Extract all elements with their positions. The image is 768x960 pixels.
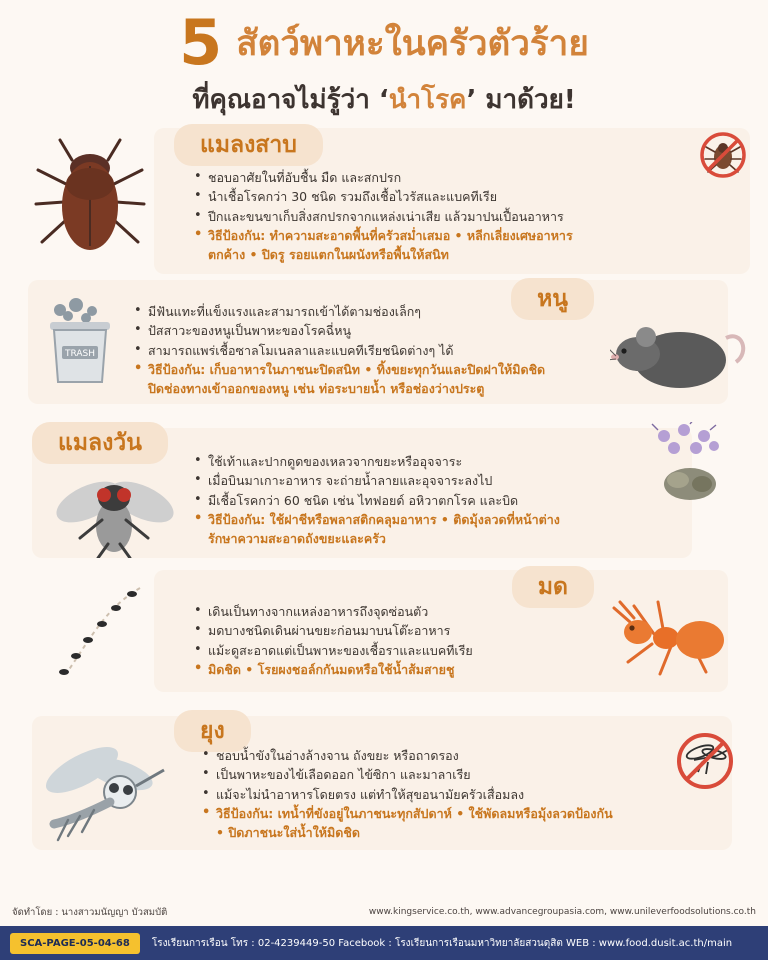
bullet-item: • สามารถแพร่เชื้อซาลโมเนลลาและแบคทีเรียชนิดต่างๆ ได้ [132,341,672,360]
page-header [0,0,768,124]
footer-bar [0,926,768,960]
bullet-item: • เดินเป็นทางจากแหล่งอาหารถึงจุดซ่อนตัว [192,602,622,621]
bullet-item-prevention-cont: รักษาความสะอาดถังขยะและครัว [208,531,386,547]
bullet-list-mosquito [200,746,670,843]
bullet-list-fly [192,452,692,549]
cockroach-icon [30,134,150,264]
no-mosquito-sign [674,730,736,796]
trash-can-icon [32,296,128,388]
bullet-item: • แม้ะดูสะอาดแต่เป็นพาหะของเชื้อราและแบคทีเรีย [192,641,622,660]
section-mosquito [14,710,754,850]
section-label-rat: หนู [511,278,594,320]
section-label-cockroach: แมลงสาบ [174,124,323,166]
title-row [0,6,768,79]
bullet-item-prevention-cont: • ปิดภาชนะใส่น้ำให้มิดชิด [216,825,360,841]
bullet-list-ant [192,602,622,680]
section-cockroach [14,124,754,274]
section-label-mosquito: ยุง [174,710,251,752]
bullet-item-prevention: • วิธีป้องกัน: เก็บอาหารในภาชนะปิดสนิท • ทิ้งขยะทุกวันและปิดฝาให้มิดชิด [132,360,672,379]
author-text: จัดทำโดย : นางสาวมนัญญา บัวสมบัติ [12,906,168,918]
bullet-item: • ปัสสาวะของหนูเป็นพาหะของโรคฉี่หนู [132,321,672,340]
section-fly [14,422,754,562]
mosquito-icon [24,740,174,850]
ant-icon [594,588,744,688]
footer-code-badge: SCA-PAGE-05-04-68 [10,933,140,954]
section-rat [14,278,754,418]
fly-icon [54,468,174,558]
bullet-item-prevention: • วิธีป้องกัน: ใช้ฝาชีหรือพลาสติกคลุมอาหาร • ติดมุ้งลวดที่หน้าต่าง [192,510,692,529]
bullet-item: • ชอบอาศัยในที่อับชื้น มืด และสกปรก [192,168,712,187]
subtitle-pre: ที่คุณอาจไม่รู้ว่า ‘ [192,84,389,115]
bullet-item: • แม้จะไม่นำอาหารโดยตรง แต่ทำให้สุขอนามัยครัวเสื่อมลง [200,785,670,804]
bullet-item: • นำเชื้อโรคกว่า 30 ชนิด รวมถึงเชื้อไวรัสและแบคทีเรีย [192,187,712,206]
bullet-item-prevention: • วิธีป้องกัน: ทำความสะอาดพื้นที่ครัวสม่ำเสมอ • หลีกเลี่ยงเศษอาหาร [192,226,712,245]
footer-contact-text: โรงเรียนการเรือน โทร : 02-4239449-50 Facebook : โรงเรียนการเรือนมหาวิทยาลัยสวนดุสิต WEB : www.food.dusit.ac.th/main [151,937,733,949]
bullet-list-cockroach [192,168,712,265]
ant-trail-icon [36,582,156,682]
no-cockroach-sign [698,130,748,180]
subtitle-post: ’ มาด้วย! [466,84,576,115]
bullet-item: • มดบางชนิดเดินผ่านขยะก่อนมาบนโต๊ะอาหาร [192,621,622,640]
bullet-item: • มีเชื้อโรคกว่า 60 ชนิด เช่น ไทฟอยด์ อหิวาตกโรค และบิด [192,491,692,510]
bullet-item: • ใช้เท้าและปากดูดของเหลวจากขยะหรืออุจจาระ [192,452,692,471]
subtitle-highlight: นำโรค [388,84,467,115]
bullet-item-prevention-cont: ตกค้าง • ปิดรู รอยแตกในผนังหรือพื้นให้สนิท [208,247,449,263]
sources-text: www.kingservice.co.th, www.advancegroupasia.com, www.unileverfoodsolutions.co.th [368,907,756,917]
section-label-fly: แมลงวัน [32,422,168,464]
page-title: สัตว์พาหะในครัวตัวร้าย [236,23,589,64]
bullet-item-prevention: • มิดชิด • โรยผงชอล์กกันมดหรือใช้น้ำส้มสายชู [192,660,622,679]
page-subtitle [0,79,768,120]
germ-cluster-icon [644,422,740,508]
bullet-item-prevention: • วิธีป้องกัน: เทน้ำที่ขังอยู่ในภาชนะทุกสัปดาห์ • ใช้พัดลมหรือมุ้งลวดป้องกัน [200,804,670,823]
svg-text:TRASH: TRASH [64,348,96,359]
bullet-item-prevention-cont: ปิดช่องทางเข้าออกของหนู เช่น ท่อระบายน้ำ หรือช่องว่างประตู [148,381,485,397]
rat-icon [610,304,750,396]
bullet-item: • เมื่อบินมาเกาะอาหาร จะถ่ายน้ำลายและอุจจาระลงไป [192,471,692,490]
bullet-item: • ชอบน้ำขังในอ่างล้างจาน ถังขยะ หรือถาดรอง [200,746,670,765]
bullet-item: • ปีกและขนขาเก็บสิ่งสกปรกจากแหล่งเน่าเสีย แล้วมาปนเปื้อนอาหาร [192,207,712,226]
bullet-item: • มีฟันแทะที่แข็งแรงและสามารถเข้าได้ตามช่องเล็กๆ [132,302,672,321]
section-ant [14,566,754,706]
bullet-item: • เป็นพาหะของไข้เลือดออก ไข้ซิกา และมาลาเรีย [200,765,670,784]
credits-bar [0,898,768,926]
headline-number: 5 [179,6,223,79]
section-label-ant: มด [512,566,594,608]
bullet-list-rat [132,302,672,399]
